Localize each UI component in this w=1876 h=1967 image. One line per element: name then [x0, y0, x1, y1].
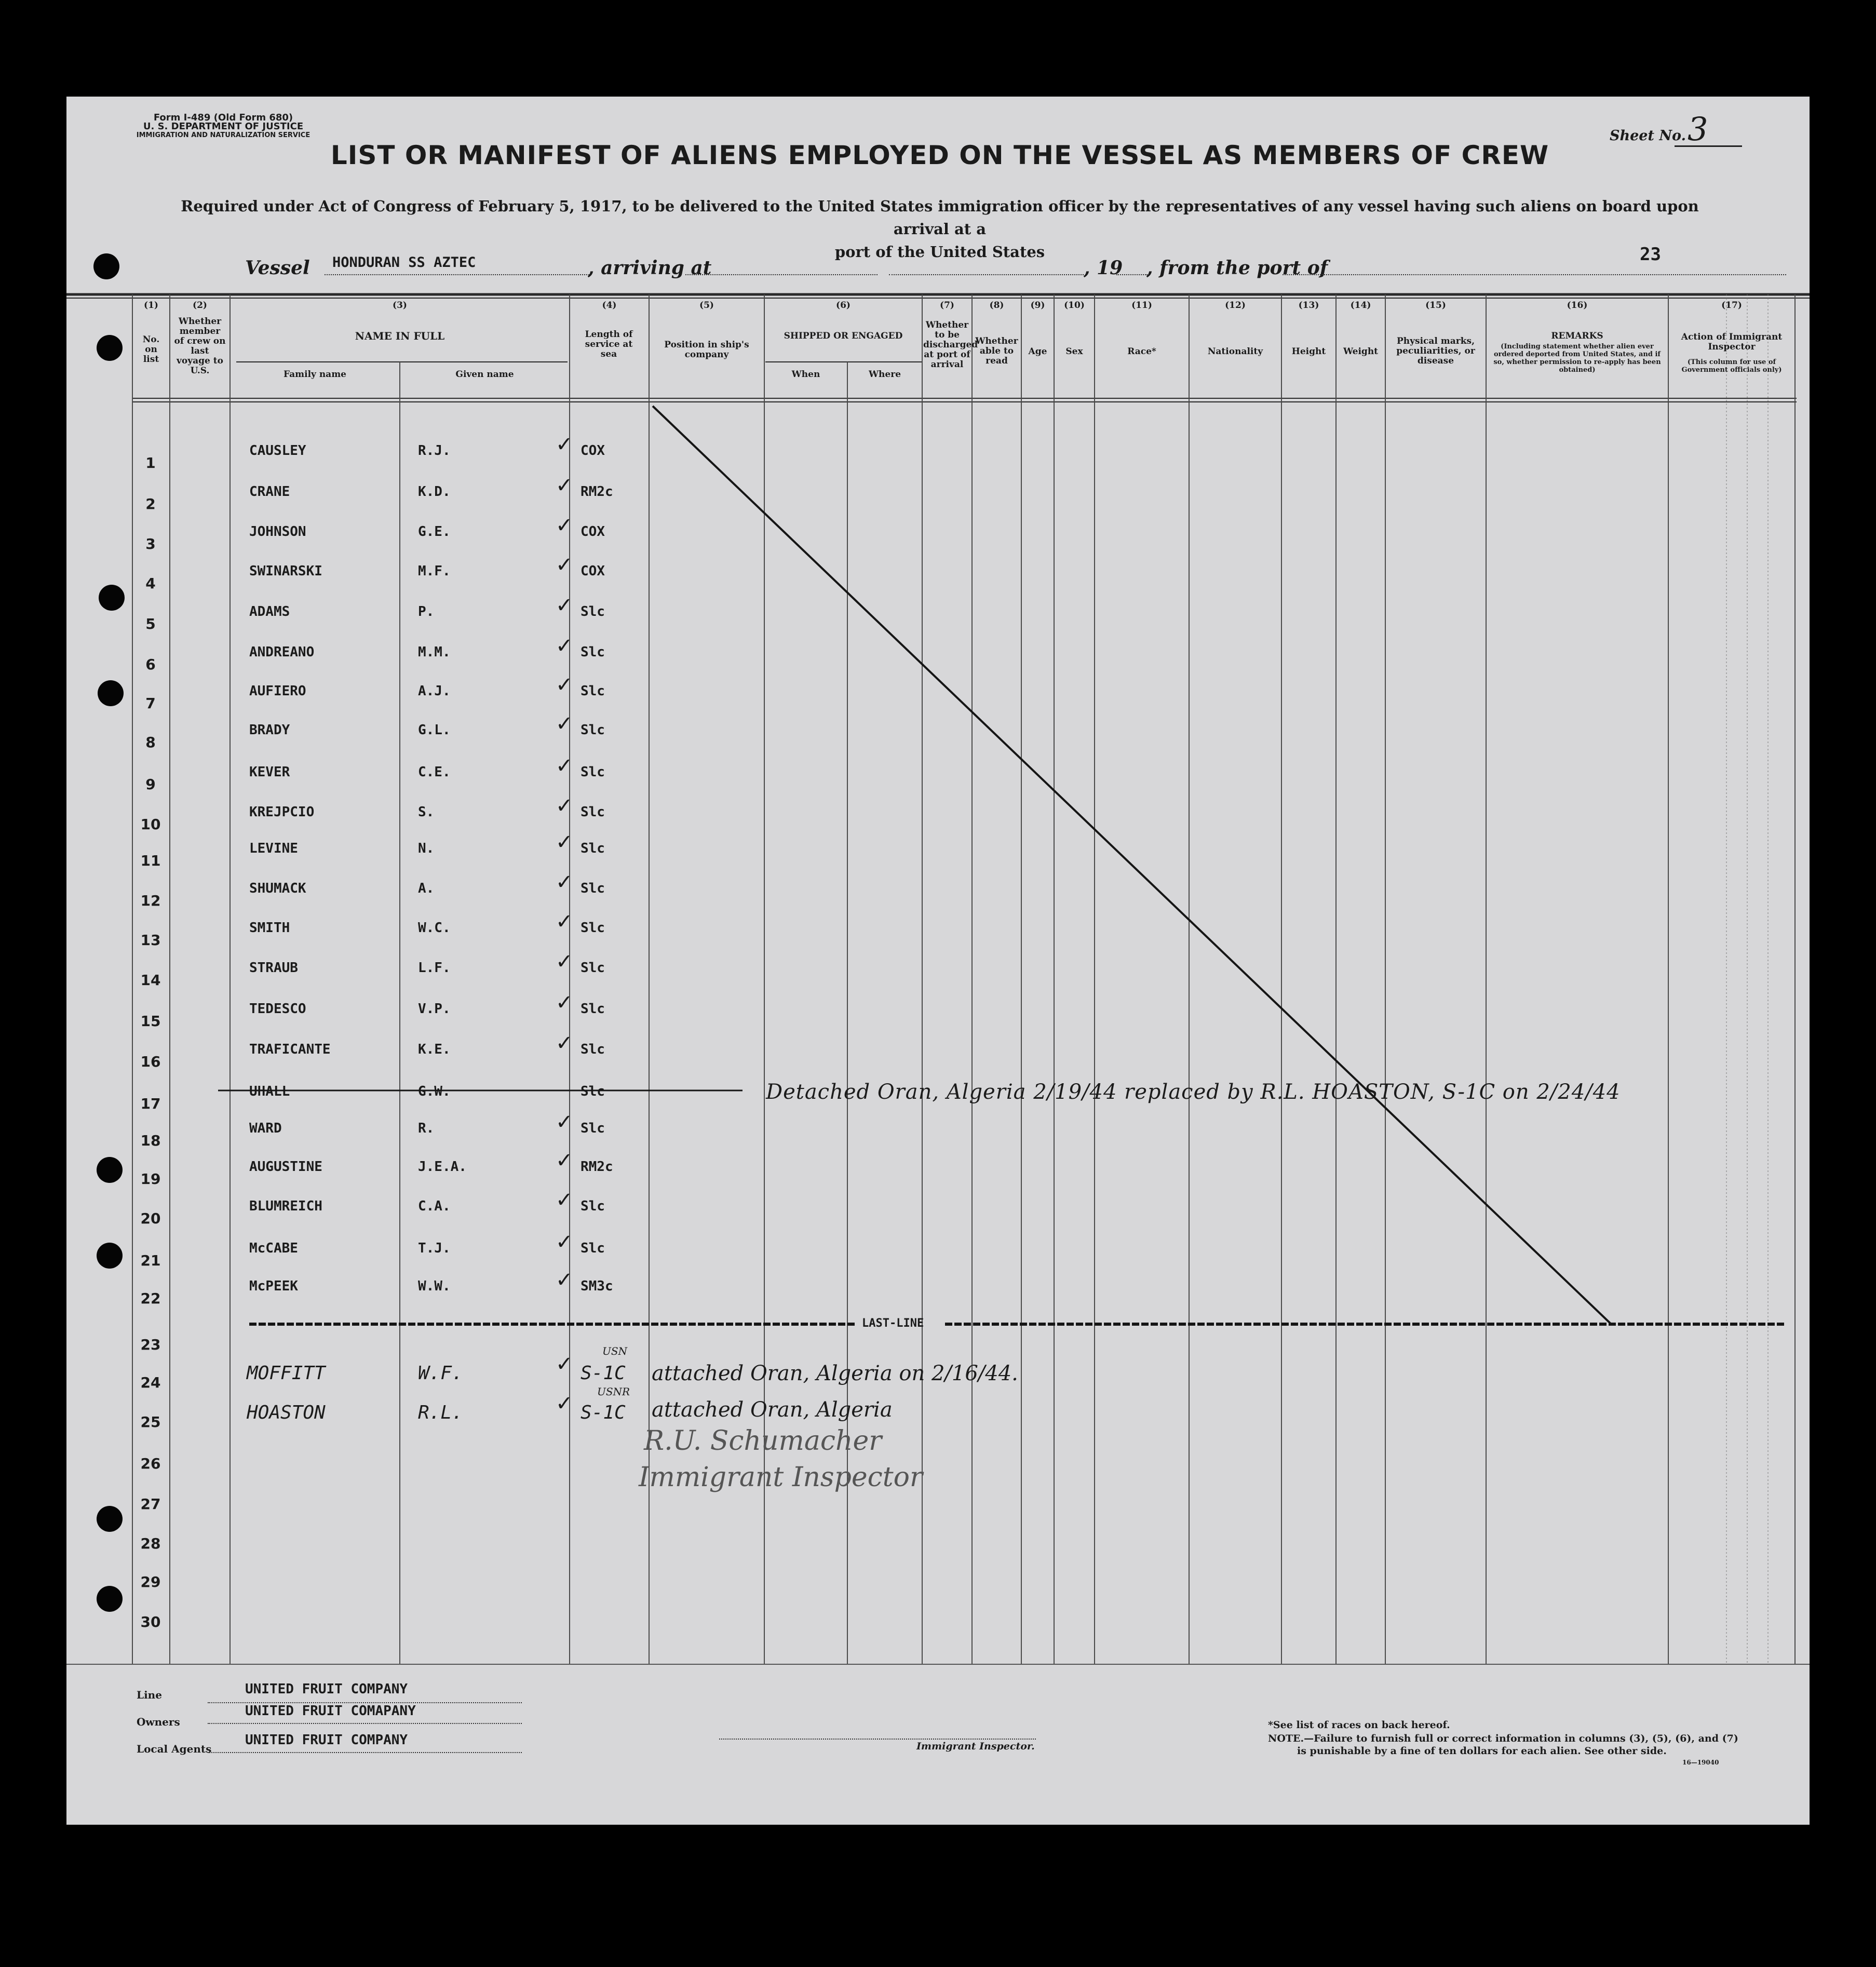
usn-note: USN — [602, 1345, 628, 1357]
races-note: *See list of races on back hereof. — [1268, 1719, 1450, 1731]
row-number: 22 — [140, 1290, 161, 1307]
family-name-cell: SWINARSKI — [249, 563, 322, 579]
given-name-cell: M.F. — [418, 563, 451, 579]
row-number: 26 — [140, 1455, 161, 1472]
col-13-number: (13) — [1298, 300, 1319, 311]
year-label: , 19 — [1084, 257, 1123, 279]
col-1-heading: No. on list — [142, 334, 160, 365]
row-number: 21 — [140, 1252, 161, 1269]
given-name-cell: C.E. — [418, 764, 451, 780]
given-name-cell: C.A. — [418, 1198, 451, 1214]
row-number: 9 — [145, 776, 156, 793]
row-number: 14 — [140, 972, 161, 989]
row-number: 27 — [140, 1496, 161, 1513]
col-5-heading: Position in ship's company — [664, 340, 749, 360]
col-16-heading: REMARKS — [1551, 331, 1603, 341]
col-3-given-heading: Given name — [455, 369, 514, 380]
rating-cell: Slc — [581, 1121, 605, 1136]
given-name-cell: W.C. — [418, 920, 451, 936]
row-number: 11 — [140, 852, 161, 869]
col-2-heading: Whether member of crew on last voyage to U.S. — [174, 316, 226, 376]
col-8-number: (8) — [989, 300, 1004, 311]
col-15-number: (15) — [1425, 300, 1446, 311]
inspector-label: Immigrant Inspector. — [916, 1741, 1035, 1752]
check-mark-icon: ✓ — [556, 1392, 573, 1416]
col-1-number: (1) — [144, 300, 158, 311]
col-12-heading: Nationality — [1207, 346, 1263, 357]
row-number: 4 — [145, 575, 156, 592]
given-name-cell: A. — [418, 881, 435, 896]
row-number: 13 — [140, 932, 161, 949]
vessel-name: HONDURAN SS AZTEC — [332, 254, 476, 271]
given-name-cell: L.F. — [418, 960, 451, 976]
check-mark-icon: ✓ — [556, 794, 573, 818]
rating-cell: Slc — [581, 960, 605, 976]
check-mark-icon: ✓ — [556, 553, 573, 577]
arriving-label: , arriving at — [588, 257, 712, 279]
col-4-number: (4) — [602, 300, 617, 311]
rating-cell: Slc — [581, 644, 605, 660]
rating-cell: Slc — [581, 841, 605, 856]
col-16-subheading: (Including statement whether alien ever ordered deported from United States, and if so, whether permission to re-apply has been obtained) — [1493, 343, 1661, 374]
penalty-note-cont: is punishable by a fine of ten dollars for each alien. See other side. — [1297, 1745, 1667, 1757]
given-name-cell: K.D. — [418, 484, 451, 500]
family-name-cell: KEVER — [249, 764, 290, 780]
rating-cell: Slc — [581, 722, 605, 738]
given-name-cell: S. — [418, 804, 435, 820]
col-6-when-heading: When — [791, 369, 820, 380]
page-title: LIST OR MANIFEST OF ALIENS EMPLOYED ON THE VESSEL AS MEMBERS OF CREW — [330, 140, 1549, 170]
department-name: U. S. DEPARTMENT OF JUSTICE — [143, 121, 304, 132]
row-number: 23 — [140, 1336, 161, 1353]
agents-value: UNITED FRUIT COMPANY — [245, 1732, 408, 1748]
row-number: 2 — [145, 495, 156, 513]
rating-cell: Slc — [581, 804, 605, 820]
family-name-cell: McPEEK — [249, 1278, 298, 1294]
rating-cell: Slc — [581, 920, 605, 936]
family-name-cell: HOASTON — [247, 1402, 326, 1423]
col-10-heading: Sex — [1065, 346, 1083, 357]
inspector-signature-line — [719, 1739, 1036, 1740]
rating-cell: Slc — [581, 1084, 605, 1099]
owners-underline — [208, 1723, 522, 1724]
check-mark-icon: ✓ — [556, 1031, 573, 1055]
row-number: 5 — [145, 615, 156, 632]
line-label: Line — [137, 1689, 162, 1701]
given-name-cell: G.E. — [418, 524, 451, 540]
row-number: 28 — [140, 1535, 161, 1552]
check-mark-icon: ✓ — [556, 830, 573, 854]
rating-cell: COX — [581, 563, 605, 579]
owners-value: UNITED FRUIT COMAPANY — [245, 1703, 416, 1719]
given-name-cell: W.W. — [418, 1278, 451, 1294]
given-name-cell: T.J. — [418, 1241, 451, 1256]
row-number: 8 — [145, 734, 156, 751]
row-number: 30 — [140, 1613, 161, 1631]
subtitle-line-1: Required under Act of Congress of February 5, 1917, to be delivered to the United States immigration officer by the representatives of any vessel having such aliens on board upon arrival at a — [181, 197, 1699, 238]
check-mark-icon: ✓ — [556, 1188, 573, 1212]
check-mark-icon: ✓ — [556, 754, 573, 778]
col-3-number: (3) — [393, 300, 407, 311]
col-15-heading: Physical marks, peculiarities, or disease — [1396, 336, 1475, 366]
row-number: 12 — [140, 892, 161, 909]
subtitle-line-2: port of the United States — [834, 243, 1045, 261]
col-14-heading: Weight — [1343, 346, 1379, 357]
row-number: 7 — [145, 695, 156, 712]
col-10-number: (10) — [1064, 300, 1085, 311]
check-mark-icon: ✓ — [556, 1230, 573, 1254]
check-mark-icon: ✓ — [556, 870, 573, 894]
check-mark-icon: ✓ — [556, 634, 573, 658]
family-name-cell: BRADY — [249, 722, 290, 738]
family-name-cell: BLUMREICH — [249, 1198, 322, 1214]
col-13-heading: Height — [1291, 346, 1326, 357]
col-17-subheading: (This column for use of Government officials only) — [1681, 358, 1782, 374]
family-name-cell: STRAUB — [249, 960, 298, 976]
col-16-number: (16) — [1567, 300, 1588, 311]
check-mark-icon: ✓ — [556, 1268, 573, 1292]
check-mark-icon: ✓ — [556, 1110, 573, 1134]
family-name-cell: AUGUSTINE — [249, 1159, 322, 1175]
given-name-cell: G.W. — [418, 1084, 451, 1099]
rating-cell: RM2c — [581, 484, 613, 500]
print-code: 16—19040 — [1682, 1759, 1719, 1766]
row-number: 24 — [140, 1374, 161, 1391]
vessel-label: Vessel — [245, 257, 310, 279]
given-name-cell: R. — [418, 1121, 435, 1136]
col-9-heading: Age — [1028, 346, 1047, 357]
given-name-cell: P. — [418, 604, 435, 619]
col-3-heading: NAME IN FULL — [355, 330, 445, 342]
family-name-cell: LEVINE — [249, 841, 298, 856]
family-name-cell: SHUMACK — [249, 881, 306, 896]
family-name-cell: McCABE — [249, 1241, 298, 1256]
row-17-remark: Detached Oran, Algeria 2/19/44 replaced by R.L. HOASTON, S-1C on 2/24/44 — [766, 1080, 1621, 1104]
row-24-remark: attached Oran, Algeria on 2/16/44. — [652, 1362, 1018, 1385]
given-name-cell: K.E. — [418, 1042, 451, 1057]
check-mark-icon: ✓ — [556, 433, 573, 456]
rating-cell: Slc — [581, 604, 605, 619]
rating-cell: S-1C — [581, 1363, 626, 1384]
stamp-number: 23 — [1640, 244, 1661, 265]
given-name-cell: N. — [418, 841, 435, 856]
rating-cell: Slc — [581, 764, 605, 780]
col-7-heading: Whether to be discharged at port of arrival — [923, 320, 978, 370]
line-value: UNITED FRUIT COMPANY — [245, 1681, 408, 1697]
usnr-note: USNR — [597, 1385, 630, 1398]
row-number: 29 — [140, 1573, 161, 1591]
row-number: 1 — [145, 454, 156, 471]
family-name-cell: UHALL — [249, 1084, 290, 1099]
family-name-cell: JOHNSON — [249, 524, 306, 540]
row-number: 18 — [140, 1132, 161, 1149]
col-11-heading: Race* — [1127, 346, 1156, 357]
family-name-cell: MOFFITT — [247, 1363, 326, 1384]
inspector-signature: R.U. Schumacher — [644, 1425, 882, 1457]
rating-cell: Slc — [581, 683, 605, 699]
rating-cell: COX — [581, 524, 605, 540]
given-name-cell: R.L. — [418, 1402, 463, 1423]
check-mark-icon: ✓ — [556, 514, 573, 537]
col-17-heading: Action of Immigrant Inspector — [1681, 332, 1783, 352]
agents-underline — [208, 1752, 522, 1753]
agents-label: Local Agents — [137, 1743, 212, 1755]
check-mark-icon: ✓ — [556, 991, 573, 1015]
rating-cell: S-1C — [581, 1402, 626, 1423]
given-name-cell: R.J. — [418, 443, 451, 459]
rating-cell: COX — [581, 443, 605, 459]
rating-cell: Slc — [581, 1042, 605, 1057]
family-name-cell: CRANE — [249, 484, 290, 500]
col-5-number: (5) — [699, 300, 714, 311]
check-mark-icon: ✓ — [556, 950, 573, 974]
family-name-cell: TEDESCO — [249, 1001, 306, 1017]
family-name-cell: KREJPCIO — [249, 804, 315, 820]
col-6-heading: SHIPPED OR ENGAGED — [784, 331, 903, 341]
rating-cell: RM2c — [581, 1159, 613, 1175]
family-name-cell: ADAMS — [249, 604, 290, 619]
penalty-note: NOTE.—Failure to furnish full or correct information in columns (3), (5), (6), and (7) — [1268, 1733, 1738, 1744]
check-mark-icon: ✓ — [556, 474, 573, 497]
service-name: IMMIGRATION AND NATURALIZATION SERVICE — [136, 131, 311, 139]
row-number: 15 — [140, 1013, 161, 1030]
from-port-label: , from the port of — [1146, 257, 1328, 279]
form-id: Form I-489 (Old Form 680) — [153, 112, 293, 123]
check-mark-icon: ✓ — [556, 1352, 573, 1376]
check-mark-icon: ✓ — [556, 910, 573, 934]
col-11-number: (11) — [1131, 300, 1152, 311]
sheet-number-label: Sheet No. — [1610, 128, 1686, 144]
family-name-cell: SMITH — [249, 920, 290, 936]
row-number: 6 — [145, 656, 156, 673]
rating-cell: SM3c — [581, 1278, 613, 1294]
last-line-label: LAST-LINE — [862, 1317, 924, 1330]
col-9-number: (9) — [1030, 300, 1045, 311]
rating-cell: Slc — [581, 1241, 605, 1256]
check-mark-icon: ✓ — [556, 673, 573, 697]
col-17-number: (17) — [1721, 300, 1742, 311]
col-12-number: (12) — [1225, 300, 1246, 311]
family-name-cell: WARD — [249, 1121, 282, 1136]
col-8-heading: Whether able to read — [975, 336, 1018, 366]
check-mark-icon: ✓ — [556, 712, 573, 736]
given-name-cell: A.J. — [418, 683, 451, 699]
col-6-number: (6) — [836, 300, 851, 311]
family-name-cell: CAUSLEY — [249, 443, 306, 459]
row-number: 10 — [140, 816, 161, 833]
row-number: 17 — [140, 1095, 161, 1112]
row-number: 19 — [140, 1170, 161, 1188]
family-name-cell: AUFIERO — [249, 683, 306, 699]
row-number: 16 — [140, 1053, 161, 1070]
given-name-cell: V.P. — [418, 1001, 451, 1017]
family-name-cell: ANDREANO — [249, 644, 315, 660]
row-number: 25 — [140, 1413, 161, 1431]
col-14-number: (14) — [1350, 300, 1371, 311]
check-mark-icon: ✓ — [556, 1149, 573, 1173]
row-number: 20 — [140, 1210, 161, 1227]
inspector-signature-title: Immigrant Inspector — [639, 1462, 923, 1493]
given-name-cell: M.M. — [418, 644, 451, 660]
col-6-where-heading: Where — [868, 369, 901, 380]
col-3-family-heading: Family name — [283, 369, 347, 380]
owners-label: Owners — [137, 1716, 180, 1728]
col-7-number: (7) — [940, 300, 954, 311]
rating-cell: Slc — [581, 1001, 605, 1017]
sheet-number: 3 — [1688, 110, 1708, 148]
check-mark-icon: ✓ — [556, 594, 573, 617]
row-25-remark: attached Oran, Algeria — [652, 1398, 893, 1422]
row-number: 3 — [145, 535, 156, 553]
given-name-cell: G.L. — [418, 722, 451, 738]
family-name-cell: TRAFICANTE — [249, 1042, 331, 1057]
given-name-cell: W.F. — [418, 1363, 463, 1384]
col-4-heading: Length of service at sea — [585, 329, 633, 359]
rating-cell: Slc — [581, 881, 605, 896]
col-2-number: (2) — [193, 300, 207, 311]
given-name-cell: J.E.A. — [418, 1159, 467, 1175]
rating-cell: Slc — [581, 1198, 605, 1214]
